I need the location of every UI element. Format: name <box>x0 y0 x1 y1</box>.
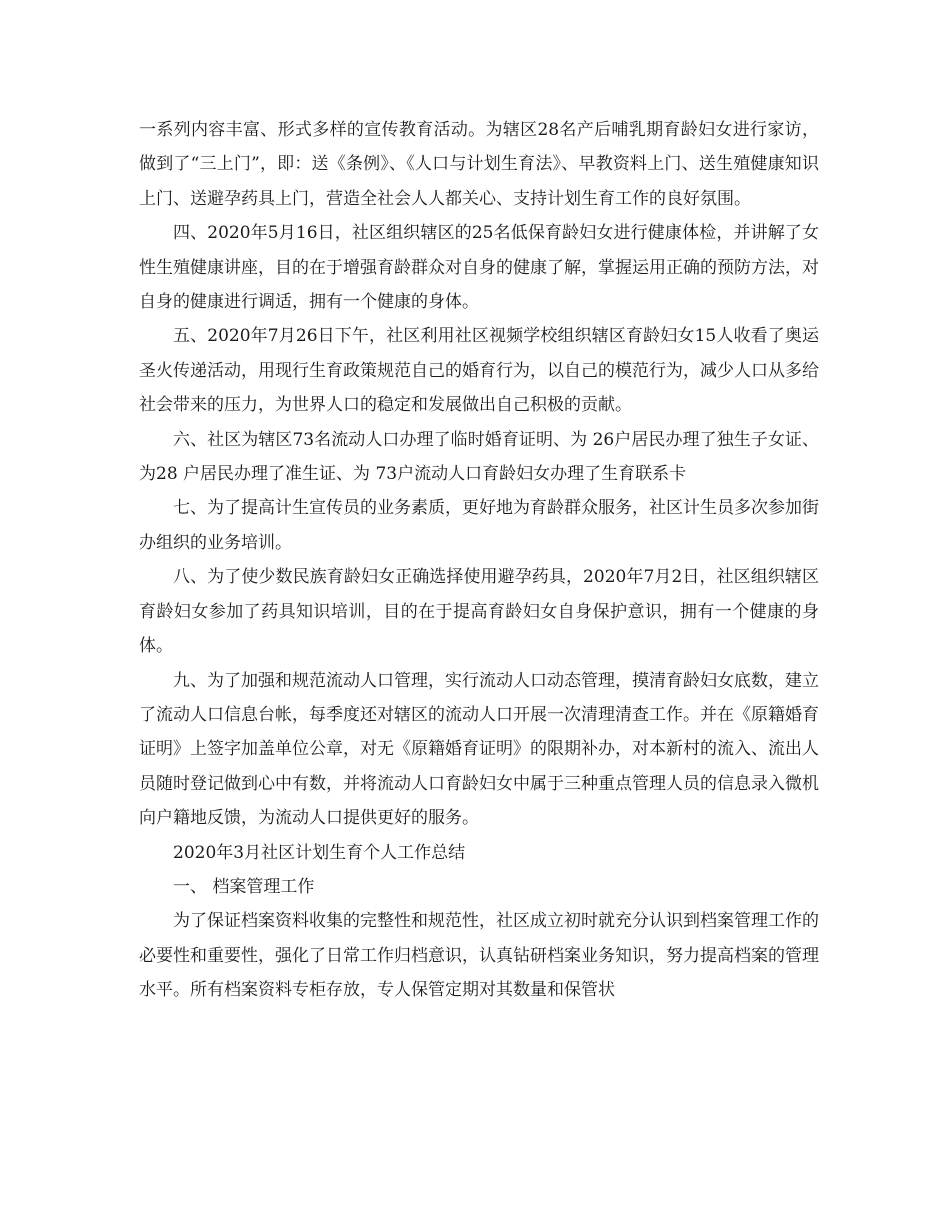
paragraph-item-five: 五、2020年7月26日下午，社区利用社区视频学校组织辖区育龄妇女15人收看了奥运圣火传递活动，用现行生育政策规范自己的婚育行为，以自己的模范行为，减少人口从多给社会带来的压力，为世界人口的稳定和发展做出自己积极的贡献。 <box>139 326 819 416</box>
paragraph-item-seven: 七、为了提高计生宣传员的业务素质，更好地为育龄群众服务，社区计生员多次参加街办组织的业务培训。 <box>139 498 819 553</box>
paragraph-item-nine: 九、为了加强和规范流动人口管理，实行流动人口动态管理，摸清育龄妇女底数，建立了流动人口信息台帐，每季度还对辖区的流动人口开展一次清理清查工作。并在《原籍婚育证明》上签字加盖单位公章，对无《原籍婚育证明》的限期补办，对本新村的流入、流出人员随时登记做到心中有数，并将流动人口育龄妇女中属于三种重点管理人员的信息录入微机向户籍地反馈，为流动人口提供更好的服务。 <box>139 670 819 829</box>
document-body <box>139 113 819 1008</box>
paragraph-item-eight: 八、为了使少数民族育龄妇女正确选择使用避孕药具，2020年7月2日，社区组织辖区育龄妇女参加了药具知识培训，目的在于提高育龄妇女自身保护意识，拥有一个健康的身体。 <box>139 567 819 657</box>
section-one-heading: 一、 档案管理工作 <box>173 876 315 897</box>
summary-title: 2020年3月社区计划生育个人工作总结 <box>173 842 466 863</box>
paragraph-continuation: 一系列内容丰富、形式多样的宣传教育活动。为辖区28名产后哺乳期育龄妇女进行家访，做到了“三上门”，即：送《条例》、《人口与计划生育法》、早教资料上门、送生殖健康知识上门、送避孕药具上门，营造全社会人人都关心、支持计划生育工作的良好氛围。 <box>139 120 819 209</box>
paragraph-item-six: 六、社区为辖区73名流动人口办理了临时婚育证明、为 26户居民办理了独生子女证、为28 户居民办理了准生证、为 73户流动人口育龄妇女办理了生育联系卡 <box>139 429 819 485</box>
section-one-body: 为了保证档案资料收集的完整性和规范性，社区成立初时就充分认识到档案管理工作的必要性和重要性，强化了日常工作归档意识，认真钻研档案业务知识，努力提高档案的管理水平。所有档案资料专柜存放，专人保管定期对其数量和保管状 <box>139 911 819 1001</box>
paragraph-item-four: 四、2020年5月16日，社区组织辖区的25名低保育龄妇女进行健康体检，并讲解了女性生殖健康讲座，目的在于增强育龄群众对自身的健康了解，掌握运用正确的预防方法，对自身的健康进行调适，拥有一个健康的身体。 <box>139 223 819 313</box>
